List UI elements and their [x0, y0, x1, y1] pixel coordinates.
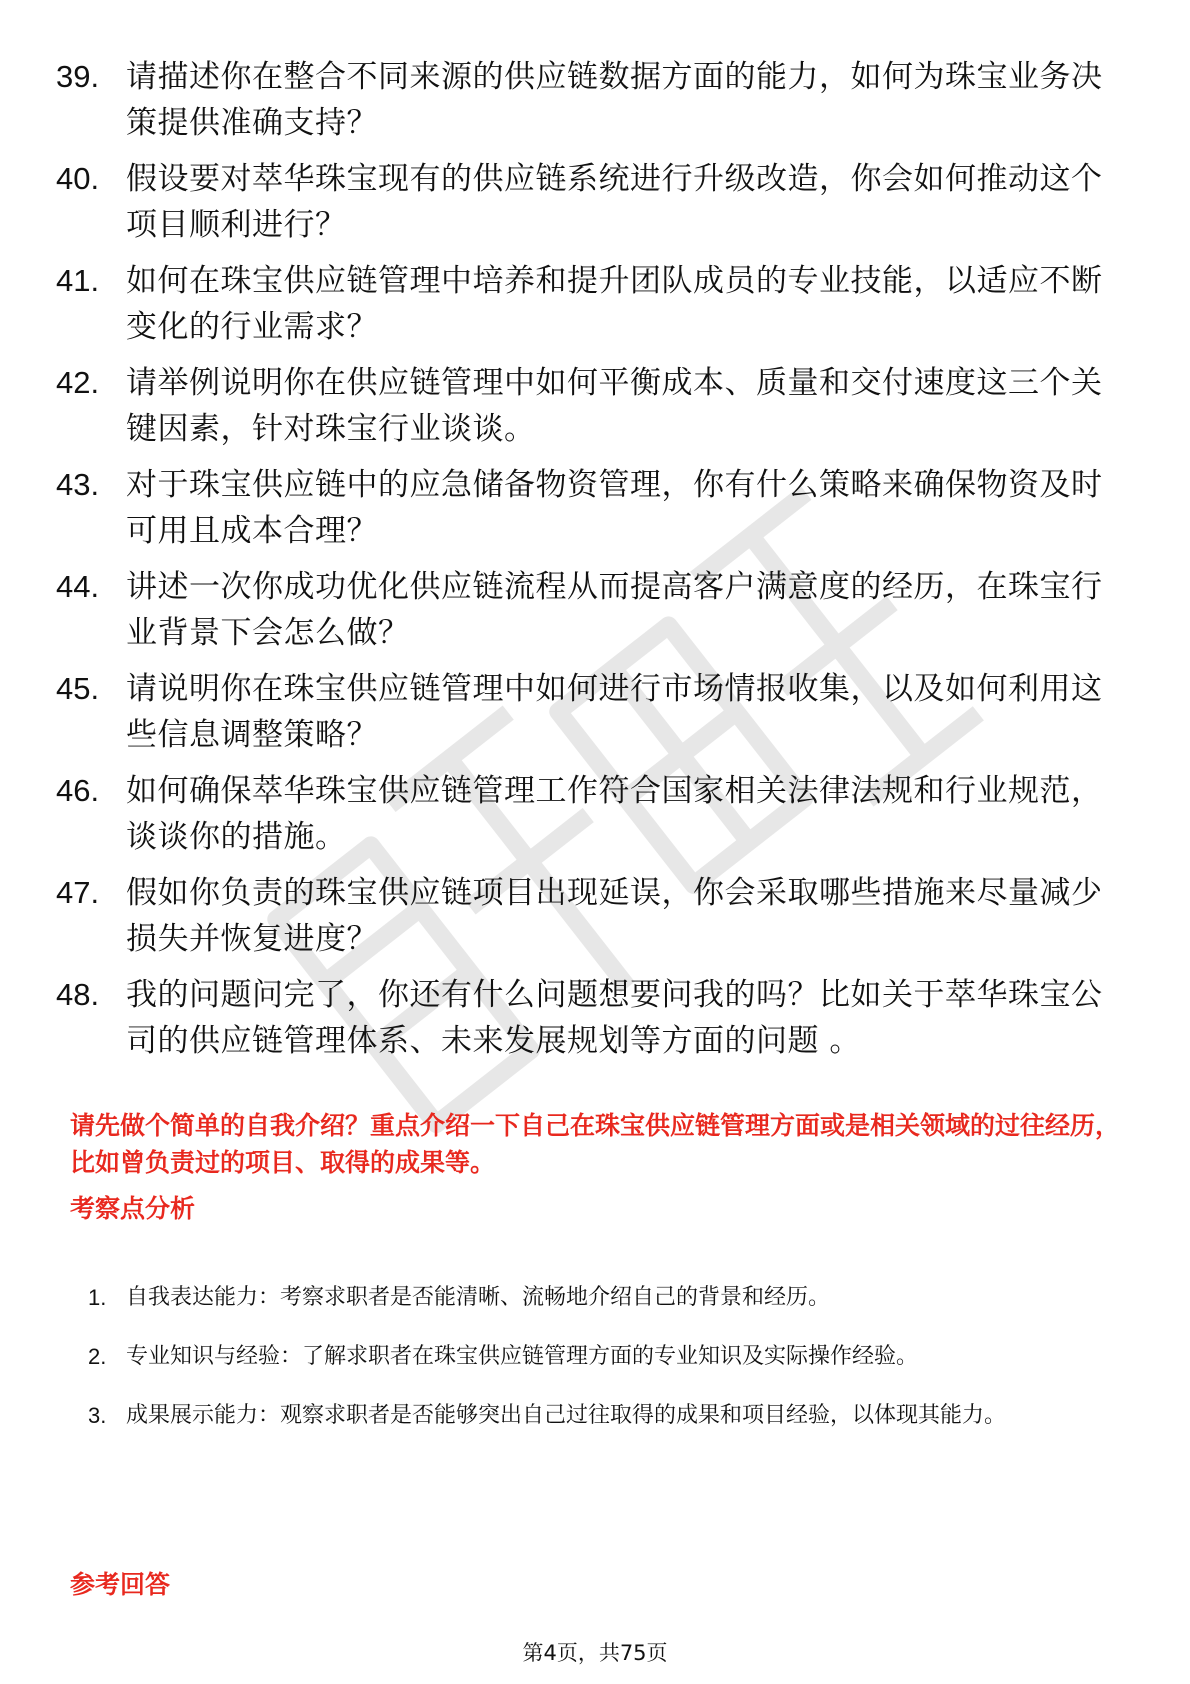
question-number: 46.: [56, 773, 100, 808]
page-footer: 第4页，共75页: [522, 1641, 668, 1665]
question-text: 请举例说明你在供应链管理中如何平衡成本、质量和交付速度这三个关键因素，针对珠宝行业谈谈。: [126, 365, 1103, 447]
question-item: [56, 870, 1116, 962]
question-text: 假设要对萃华珠宝现有的供应链系统进行升级改造，你会如何推动这个项目顺利进行？: [126, 161, 1103, 243]
question-list: [56, 54, 1116, 1074]
analysis-item: [88, 1268, 1120, 1327]
analysis-number: 1.: [88, 1285, 107, 1310]
question-item: [56, 972, 1116, 1064]
analysis-text: 成果展示能力：观察求职者是否能够突出自己过往取得的成果和项目经验，以体现其能力。: [126, 1403, 1007, 1428]
question-number: 41.: [56, 263, 100, 298]
question-item: [56, 768, 1116, 860]
question-item: [56, 462, 1116, 554]
question-item: [56, 258, 1116, 350]
analysis-text: 自我表达能力：考察求职者是否能清晰、流畅地介绍自己的背景和经历。: [126, 1285, 831, 1310]
analysis-item: [88, 1386, 1120, 1445]
question-number: 48.: [56, 977, 100, 1012]
question-text: 我的问题问完了，你还有什么问题想要问我的吗？比如关于萃华珠宝公司的供应链管理体系、未来发展规划等方面的问题 。: [126, 977, 1103, 1059]
question-number: 45.: [56, 671, 100, 706]
reference-heading: 参考回答: [70, 1570, 171, 1599]
question-number: 44.: [56, 569, 100, 604]
analysis-number: 2.: [88, 1344, 107, 1369]
question-number: 47.: [56, 875, 100, 910]
question-text: 请说明你在珠宝供应链管理中如何进行市场情报收集，以及如何利用这些信息调整策略？: [126, 671, 1103, 753]
intro-question: 请先做个简单的自我介绍？重点介绍一下自己在珠宝供应链管理方面或是相关领域的过往经历，比如曾负责过的项目、取得的成果等。: [70, 1111, 1121, 1177]
question-text: 如何确保萃华珠宝供应链管理工作符合国家相关法律法规和行业规范，谈谈你的措施。: [126, 773, 1103, 855]
analysis-number: 3.: [88, 1403, 107, 1428]
question-text: 如何在珠宝供应链管理中培养和提升团队成员的专业技能，以适应不断变化的行业需求？: [126, 263, 1103, 345]
question-number: 43.: [56, 467, 100, 502]
question-item: [56, 666, 1116, 758]
question-text: 假如你负责的珠宝供应链项目出现延误，你会采取哪些措施来尽量减少损失并恢复进度？: [126, 875, 1103, 957]
question-text: 对于珠宝供应链中的应急储备物资管理，你有什么策略来确保物资及时可用且成本合理？: [126, 467, 1103, 549]
analysis-heading: 考察点分析: [70, 1194, 196, 1223]
question-item: [56, 564, 1116, 656]
question-item: [56, 54, 1116, 146]
analysis-item: [88, 1327, 1120, 1386]
question-item: [56, 360, 1116, 452]
question-text: 讲述一次你成功优化供应链流程从而提高客户满意度的经历，在珠宝行业背景下会怎么做？: [126, 569, 1103, 651]
question-number: 39.: [56, 59, 100, 94]
question-text: 请描述你在整合不同来源的供应链数据方面的能力，如何为珠宝业务决策提供准确支持？: [126, 59, 1103, 141]
question-item: [56, 156, 1116, 248]
question-number: 42.: [56, 365, 100, 400]
question-number: 40.: [56, 161, 100, 196]
analysis-text: 专业知识与经验：了解求职者在珠宝供应链管理方面的专业知识及实际操作经验。: [126, 1344, 919, 1369]
analysis-list: [88, 1268, 1120, 1445]
